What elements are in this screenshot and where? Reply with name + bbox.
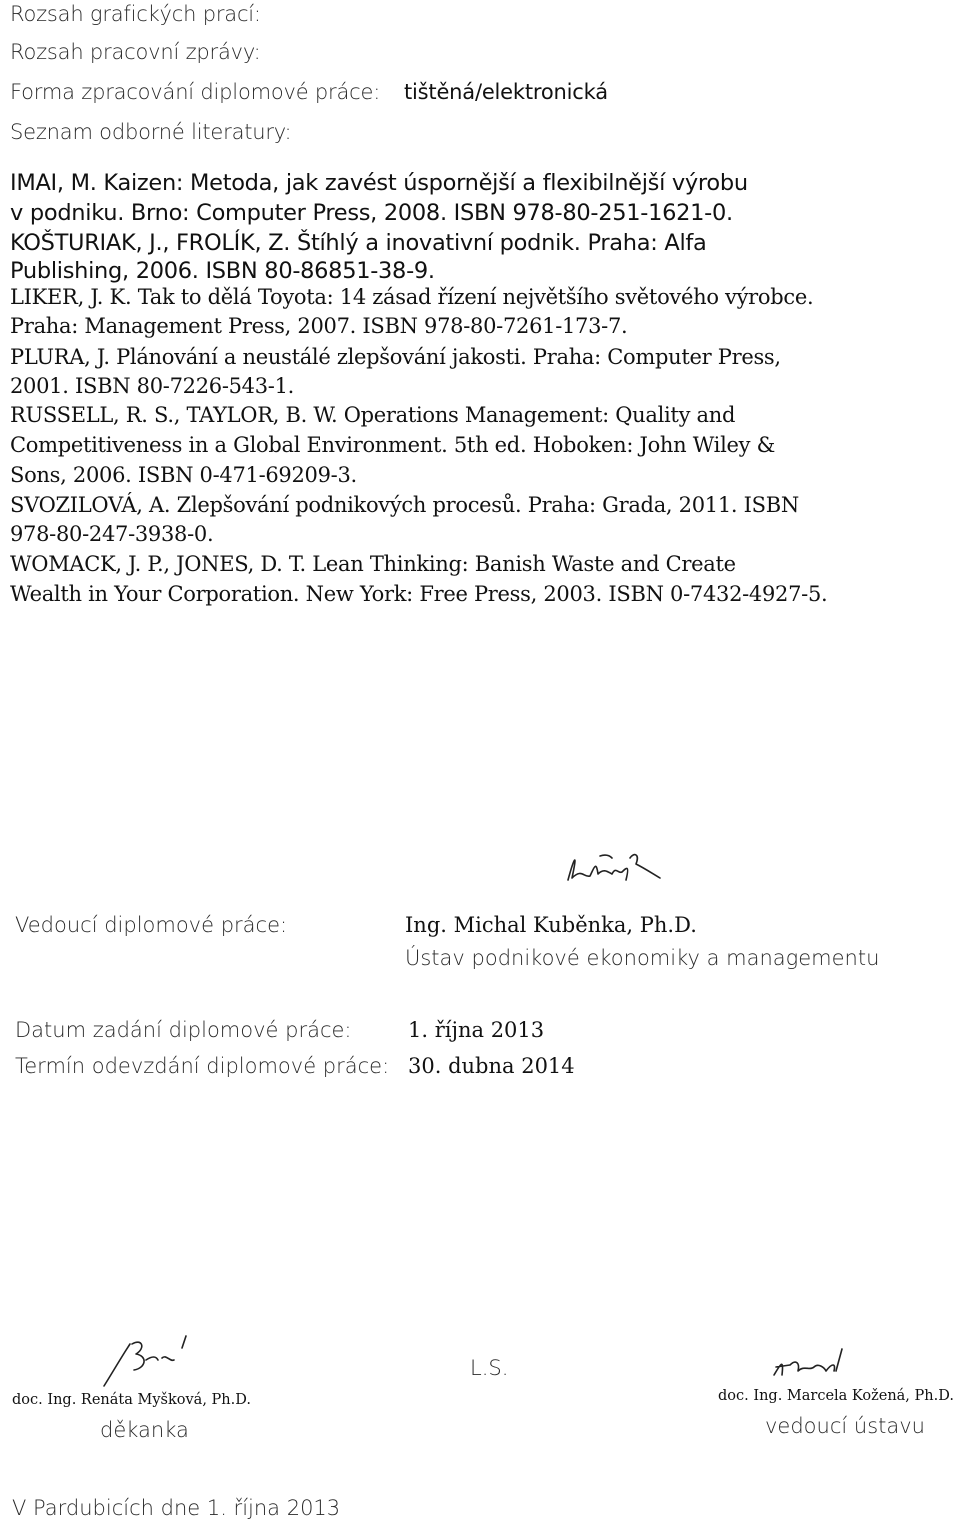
reference-line: Publishing, 2006. ISBN 80-86851-38-9. [10,258,435,284]
thesis-form-label: Forma zpracování diplomové práce: [10,80,381,104]
dean-role: děkanka [100,1418,189,1442]
assigned-date-value: 1. října 2013 [408,1018,545,1042]
supervisor-label: Vedoucí diplomové práce: [15,913,288,937]
reference-line: Competitiveness in a Global Environment. 5th ed. Hoboken: John Wiley & [10,433,775,457]
reference-line: LIKER, J. K. Tak to dělá Toyota: 14 zásad řízení největšího světového výrobce. [10,285,814,309]
reference-line: Wealth in Your Corporation. New York: Free Press, 2003. ISBN 0-7432-4927-5. [10,582,828,606]
thesis-form-value: tištěná/elektronická [404,80,608,104]
literature-list-label: Seznam odborné literatury: [10,120,292,144]
supervisor-name: Ing. Michal Kuběnka, Ph.D. [405,913,697,937]
head-of-department-name: doc. Ing. Marcela Kožená, Ph.D. [718,1388,954,1404]
due-date-value: 30. dubna 2014 [408,1054,575,1078]
supervisor-signature [560,838,670,898]
assigned-date-label: Datum zadání diplomové práce: [15,1018,352,1042]
report-scope-label: Rozsah pracovní zprávy: [10,40,261,64]
due-date-label: Termín odevzdání diplomové práce: [15,1054,390,1078]
reference-line: KOŠTURIAK, J., FROLÍK, Z. Štíhlý a inovativní podnik. Praha: Alfa [10,230,707,256]
reference-line: IMAI, M. Kaizen: Metoda, jak zavést úspornější a flexibilnější výrobu [10,170,748,196]
reference-line: 978-80-247-3938-0. [10,522,214,546]
reference-line: 2001. ISBN 80-7226-543-1. [10,374,295,398]
place-and-date: V Pardubicích dne 1. října 2013 [12,1496,341,1520]
official-seal-placeholder: L.S. [470,1356,509,1380]
dean-signature [100,1330,200,1390]
dean-name: doc. Ing. Renáta Myšková, Ph.D. [12,1392,251,1408]
head-signature [770,1345,870,1385]
reference-line: WOMACK, J. P., JONES, D. T. Lean Thinking: Banish Waste and Create [10,552,736,576]
reference-line: Praha: Management Press, 2007. ISBN 978-80-7261-173-7. [10,314,628,338]
reference-line: RUSSELL, R. S., TAYLOR, B. W. Operations Management: Quality and [10,403,736,427]
graphics-scope-label: Rozsah grafických prací: [10,2,261,26]
reference-line: v podniku. Brno: Computer Press, 2008. ISBN 978-80-251-1621-0. [10,200,733,226]
reference-line: SVOZILOVÁ, A. Zlepšování podnikových procesů. Praha: Grada, 2011. ISBN [10,493,799,517]
reference-line: Sons, 2006. ISBN 0-471-69209-3. [10,463,357,487]
reference-line: PLURA, J. Plánování a neustálé zlepšování jakosti. Praha: Computer Press, [10,345,781,369]
supervisor-department: Ústav podnikové ekonomiky a managementu [405,946,880,970]
head-of-department-role: vedoucí ústavu [765,1414,925,1438]
